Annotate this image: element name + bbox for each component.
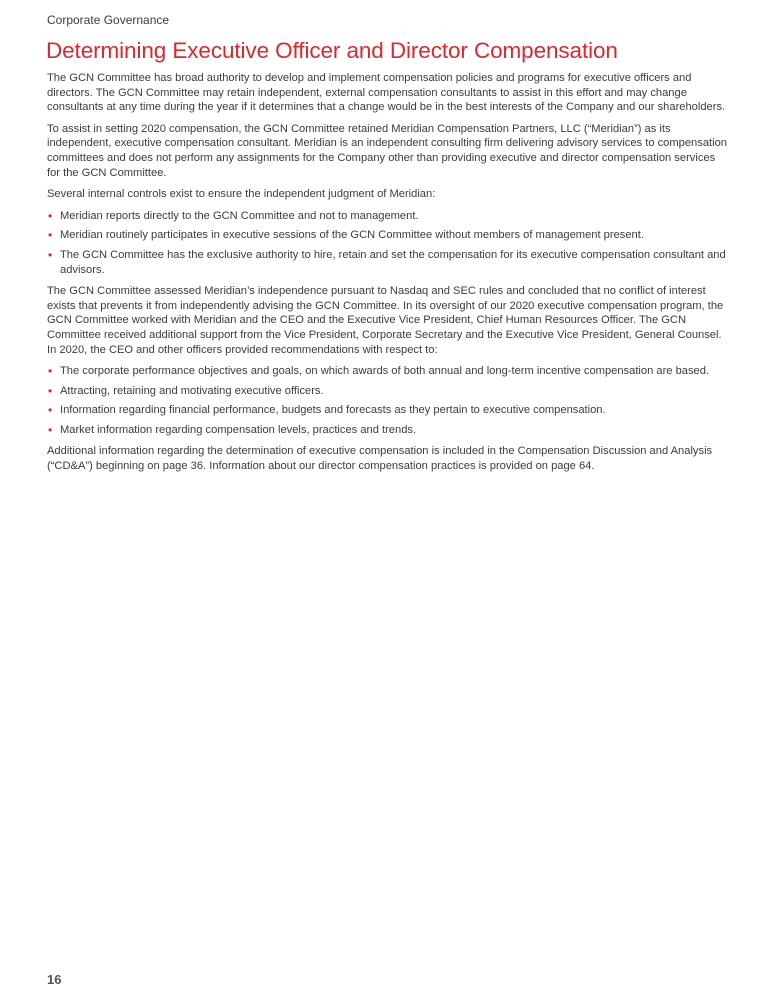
list-item xyxy=(47,384,727,399)
paragraph-independence-assessment: The GCN Committee assessed Meridian’s independence pursuant to Nasdaq and SEC rules and concluded that no conflict of interest exists that prevents it from independently advising the GCN Committee. In its oversight of our 2020 executive compensation program, the GCN Committee worked with Meridian and the CEO and the Executive Vice President, Chief Human Resources Officer. The GCN Committee received additional support from the Vice President, Corporate Secretary and the Executive Vice President, General Counsel. In 2020, the CEO and other officers provided recommendations with respect to: xyxy=(47,285,724,356)
paragraph-gcn-authority: The GCN Committee has broad authority to develop and implement compensation policies and programs for executive officers and directors. The GCN Committee may retain independent, external compensation consultants to assist in this effort and may change consultants at any time during the year if it determines that a change would be in the best interests of the Company and our shareholders. xyxy=(47,72,726,114)
paragraph-internal-controls-intro: Several internal controls exist to ensure the independent judgment of Meridian: xyxy=(47,188,436,201)
page-title: Determining Executive Officer and Director Compensation xyxy=(46,38,618,63)
recommendations-list xyxy=(47,364,727,437)
list-item-text: The GCN Committee has the exclusive authority to hire, retain and set the compensation for its executive compensation consultant and advisors. xyxy=(60,248,726,276)
list-item xyxy=(47,403,727,418)
list-item xyxy=(47,364,727,379)
list-item-text: Meridian routinely participates in executive sessions of the GCN Committee without members of management present. xyxy=(60,229,644,242)
list-item-text: Attracting, retaining and motivating executive officers. xyxy=(60,384,324,397)
list-item-text: Information regarding financial performance, budgets and forecasts as they pertain to executive compensation. xyxy=(60,404,606,417)
list-item xyxy=(47,423,727,438)
list-item xyxy=(47,248,727,277)
bullet-icon: • xyxy=(48,403,53,418)
page-number: 16 xyxy=(47,972,62,987)
paragraph-additional-information: Additional information regarding the determination of executive compensation is included in the Compensation Discussion and Analysis (“CD&A”) beginning on page 36. Information about our director compensation practices is provided on page 64. xyxy=(47,445,713,473)
list-item xyxy=(47,209,727,224)
bullet-icon: • xyxy=(48,364,53,379)
list-item-text: Meridian reports directly to the GCN Committee and not to management. xyxy=(60,209,419,222)
list-item xyxy=(47,228,727,243)
paragraph-meridian-retained: To assist in setting 2020 compensation, the GCN Committee retained Meridian Compensation Partners, LLC (“Meridian”) as its independent, executive compensation consultant. Meridian is an independent consulting firm delivering advisory services to compensation committees and does not perform any assignments for the Company other than providing executive and director compensation services for the GCN Committee. xyxy=(47,122,727,179)
section-label: Corporate Governance xyxy=(47,13,170,27)
bullet-icon: • xyxy=(48,228,53,243)
list-item-text: The corporate performance objectives and goals, on which awards of both annual and long-term incentive compensation are based. xyxy=(60,365,710,378)
bullet-icon: • xyxy=(48,247,53,262)
bullet-icon: • xyxy=(48,422,53,437)
list-item-text: Market information regarding compensation levels, practices and trends. xyxy=(60,423,417,436)
bullet-icon: • xyxy=(48,383,53,398)
internal-controls-list xyxy=(47,209,727,277)
bullet-icon: • xyxy=(48,208,53,223)
document-body xyxy=(47,71,727,481)
